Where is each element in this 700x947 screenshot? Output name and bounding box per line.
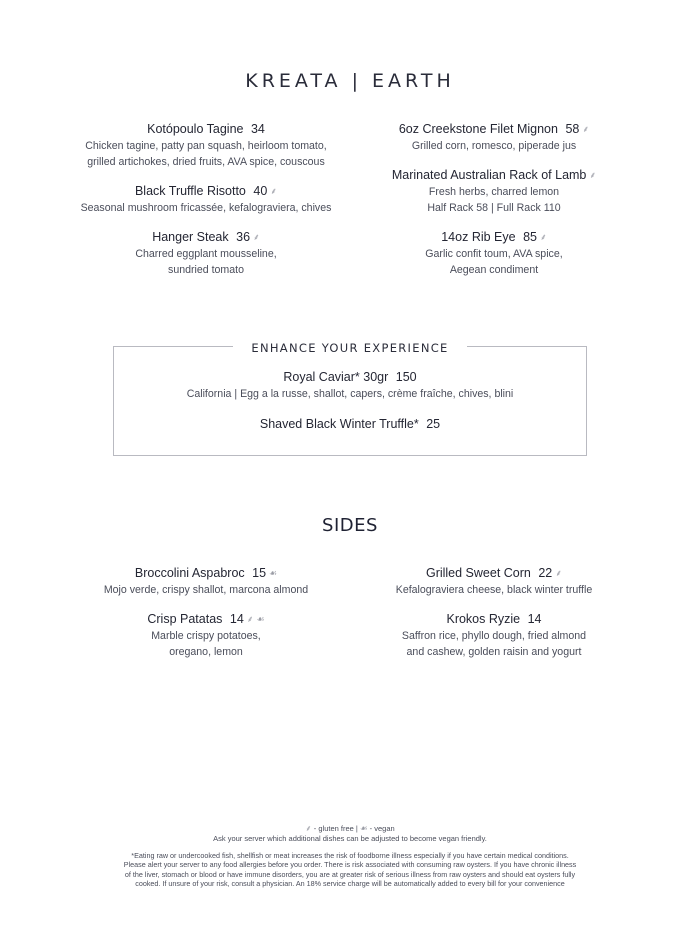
gluten-free-icon: ⸙ bbox=[270, 186, 278, 196]
menu-item-name: Marinated Australian Rack of Lamb bbox=[391, 168, 587, 182]
menu-item-description: Chicken tagine, patty pan squash, heirloom tomato, bbox=[85, 140, 327, 152]
menu-item-name: Black Truffle Risotto bbox=[134, 184, 246, 198]
menu-item-title bbox=[344, 121, 644, 138]
menu-item-title bbox=[56, 229, 356, 246]
menu-item-description: Mojo verde, crispy shallot, marcona almond bbox=[103, 584, 309, 596]
menu-item-price: 150 bbox=[395, 370, 417, 384]
disclaimer bbox=[100, 851, 600, 888]
dietary-legend bbox=[100, 823, 600, 844]
menu-item-price: 36 bbox=[236, 230, 251, 244]
vegan-icon: ☙ bbox=[256, 614, 265, 624]
gluten-free-icon: ⸙ bbox=[589, 170, 597, 180]
menu-item-title bbox=[56, 611, 356, 628]
vegan-icon: ☙ bbox=[359, 823, 368, 833]
enhance-section bbox=[113, 341, 587, 456]
legend-gluten-free: - gluten free bbox=[313, 824, 354, 833]
menu-item bbox=[344, 121, 644, 154]
menu-item-description: Half Rack 58 | Full Rack 110 bbox=[427, 202, 561, 214]
menu-item-description: oregano, lemon bbox=[169, 646, 243, 658]
menu-item bbox=[344, 229, 644, 278]
disclaimer-line: Please alert your server to any food allergies before you order. There is risk associated with consuming raw oysters. If you have chronic illness bbox=[123, 860, 577, 870]
enhance-items bbox=[114, 369, 586, 447]
menu-item-price: 15 bbox=[252, 566, 267, 580]
menu-item-name: 14oz Rib Eye bbox=[441, 230, 516, 244]
menu-item-description: grilled artichokes, dried fruits, AVA spice, couscous bbox=[87, 156, 325, 168]
menu-item-description: California | Egg a la russe, shallot, capers, crème fraîche, chives, blini bbox=[186, 388, 514, 400]
menu-item-title bbox=[56, 183, 356, 200]
menu-item-description: Aegean condiment bbox=[449, 264, 539, 276]
gluten-free-icon: ⸙ bbox=[555, 568, 563, 578]
menu-item-name: Shaved Black Winter Truffle* bbox=[259, 417, 419, 431]
sides-title: SIDES bbox=[322, 515, 378, 536]
vegan-icon: ☙ bbox=[269, 568, 278, 578]
sides-right-column bbox=[344, 565, 644, 673]
menu-item-title bbox=[56, 565, 356, 582]
menu-item-title bbox=[114, 416, 586, 433]
gluten-free-icon: ⸙ bbox=[305, 823, 312, 833]
menu-item-name: Grilled Sweet Corn bbox=[425, 566, 531, 580]
menu-item-price: 34 bbox=[250, 122, 265, 136]
mains-right-column bbox=[344, 121, 644, 291]
legend-vegan: - vegan bbox=[369, 824, 395, 833]
menu-item-title bbox=[344, 565, 644, 582]
menu-item-name: Kotópoulo Tagine bbox=[147, 122, 244, 136]
menu-item bbox=[344, 611, 644, 660]
menu-item-price: 14 bbox=[229, 612, 244, 626]
menu-item-price: 25 bbox=[426, 417, 441, 431]
menu-item-description: Seasonal mushroom fricassée, kefalograviera, chives bbox=[80, 202, 332, 214]
disclaimer-line: cooked. If unsure of your risk, consult a physician. An 18% service charge will be automatically added to every bill for your convenience bbox=[135, 878, 565, 888]
menu-item-price: 40 bbox=[253, 184, 268, 198]
menu-item-name: 6oz Creekstone Filet Mignon bbox=[398, 122, 558, 136]
menu-item-description: Grilled corn, romesco, piperade jus bbox=[411, 140, 577, 152]
menu-item-name: Krokos Ryzie bbox=[446, 612, 521, 626]
restaurant-brand: KREATA | EARTH bbox=[245, 70, 455, 92]
menu-item-name: Royal Caviar* 30gr bbox=[283, 370, 389, 384]
gluten-free-icon: ⸙ bbox=[253, 232, 260, 242]
menu-item bbox=[114, 369, 586, 402]
menu-item-description: Garlic confit toum, AVA spice, bbox=[425, 248, 563, 260]
menu-item-description: and cashew, golden raisin and yogurt bbox=[406, 646, 582, 658]
menu-item-price: 85 bbox=[523, 230, 537, 244]
menu-item bbox=[344, 565, 644, 598]
menu-item-title bbox=[344, 229, 644, 246]
menu-item bbox=[344, 167, 644, 216]
menu-item bbox=[56, 121, 356, 170]
menu-item-description: sundried tomato bbox=[168, 264, 244, 276]
menu-item bbox=[114, 416, 586, 433]
menu-item-name: Broccolini Aspabroc bbox=[134, 566, 245, 580]
gluten-free-icon: ⸙ bbox=[246, 614, 254, 624]
menu-item-description: Saffron rice, phyllo dough, fried almond bbox=[401, 630, 587, 642]
menu-item-price: 22 bbox=[538, 566, 553, 580]
menu-item-title bbox=[344, 167, 644, 184]
menu-item-description: Fresh herbs, charred lemon bbox=[428, 186, 560, 198]
menu-item bbox=[56, 565, 356, 598]
disclaimer-line: *Eating raw or undercooked fish, shellfish or meat increases the risk of foodborne illness especially if you have certain medical conditions. bbox=[131, 851, 569, 860]
menu-item-price: 14 bbox=[527, 612, 542, 626]
disclaimer-line: of the liver, stomach or blood or have immune disorders, you are at greater risk of serious illness from raw oysters and should eat oysters fully bbox=[124, 869, 576, 879]
mains-left-column bbox=[56, 121, 356, 291]
menu-item bbox=[56, 183, 356, 216]
menu-item-price: 58 bbox=[565, 122, 580, 136]
sides-left-column bbox=[56, 565, 356, 673]
menu-item-description: Kefalograviera cheese, black winter truffle bbox=[395, 584, 593, 596]
gluten-free-icon: ⸙ bbox=[582, 124, 590, 134]
menu-item-description: Marble crispy potatoes, bbox=[151, 630, 261, 642]
menu-item-description: Charred eggplant mousseline, bbox=[135, 248, 277, 260]
menu-item-name: Hanger Steak bbox=[152, 230, 229, 244]
menu-item bbox=[56, 611, 356, 660]
menu-item-title bbox=[114, 369, 586, 386]
menu-item-title bbox=[56, 121, 356, 138]
menu-item-name: Crisp Patatas bbox=[147, 612, 223, 626]
legend-separator: | bbox=[355, 824, 358, 833]
gluten-free-icon: ⸙ bbox=[539, 232, 547, 242]
menu-item bbox=[56, 229, 356, 278]
enhance-title: ENHANCE YOUR EXPERIENCE bbox=[233, 341, 466, 355]
menu-item-title bbox=[344, 611, 644, 628]
vegan-note: Ask your server which additional dishes can be adjusted to become vegan friendly. bbox=[213, 834, 487, 843]
